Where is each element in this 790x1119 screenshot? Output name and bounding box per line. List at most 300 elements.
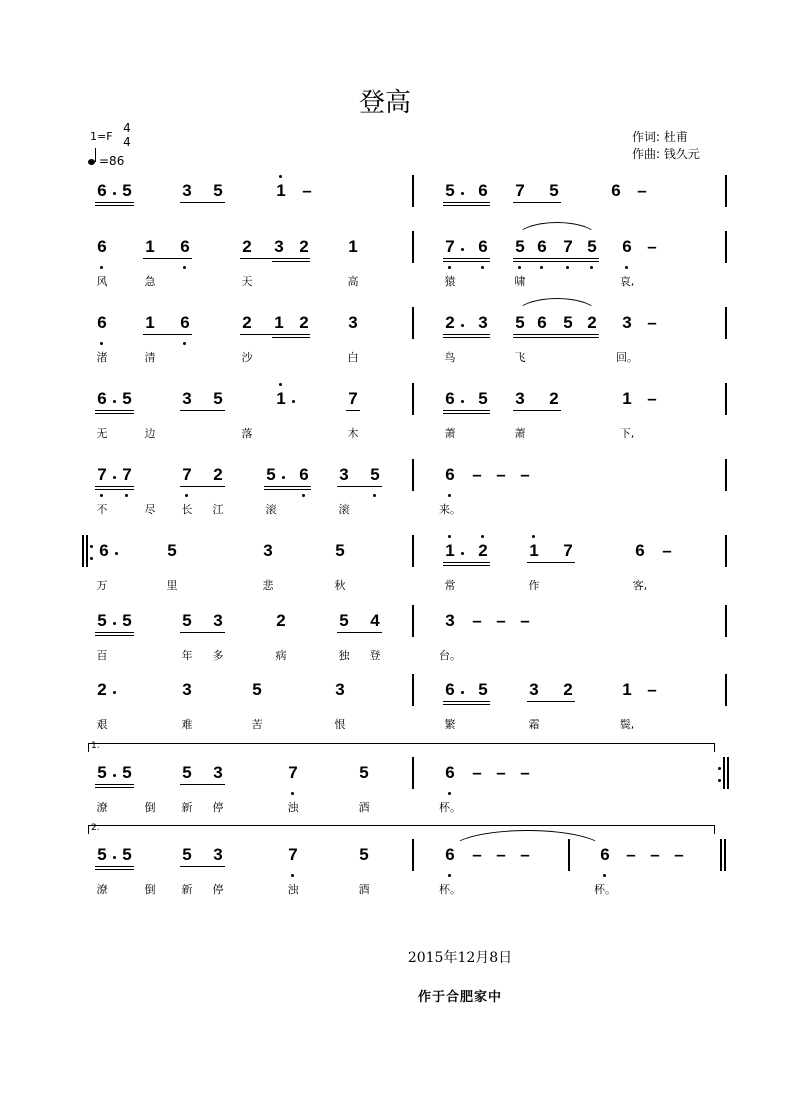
lyric-syllable: 木: [347, 427, 359, 440]
octave-dot: [532, 535, 535, 538]
octave-dot: [279, 175, 282, 178]
note: 2: [276, 611, 286, 630]
note: 6: [635, 541, 645, 560]
dash: –: [647, 680, 657, 699]
barline: [412, 459, 414, 491]
underline: [95, 784, 134, 785]
note: 6: [299, 465, 309, 484]
note: 5: [97, 763, 107, 782]
note: 3: [445, 611, 455, 630]
lyric-syllable: 艰: [96, 718, 108, 731]
lyric-syllable: 万: [96, 579, 108, 592]
note: 1: [348, 237, 358, 256]
note: 2: [299, 237, 309, 256]
lyric-syllable: 尽: [144, 503, 156, 516]
lyric-syllable: 独: [338, 649, 350, 662]
octave-dot: [540, 266, 543, 269]
note: 7: [563, 237, 573, 256]
repeat-dot: [718, 767, 721, 770]
lyric-syllable: 常: [444, 579, 456, 592]
underline: [143, 258, 192, 259]
note: 6: [445, 680, 455, 699]
dash: –: [496, 465, 506, 484]
note: 7: [288, 845, 298, 864]
note: 3: [478, 313, 488, 332]
underline: [513, 410, 561, 411]
barline: [412, 674, 414, 706]
note: 3: [622, 313, 632, 332]
lyric-syllable: 倒: [144, 883, 156, 896]
note: 7: [348, 389, 358, 408]
note: 3: [274, 237, 284, 256]
underline: [337, 486, 382, 487]
note: 1: [445, 541, 455, 560]
underline: [443, 562, 490, 563]
lyric-syllable: 秋: [334, 579, 346, 592]
lyric-syllable: 天: [241, 275, 253, 288]
lyric-syllable: 悲: [262, 579, 274, 592]
underline: [264, 486, 311, 487]
dash: –: [496, 763, 506, 782]
barline: [725, 307, 727, 339]
octave-dot: [448, 535, 451, 538]
lyric-syllable: 浊: [287, 883, 299, 896]
dash: –: [647, 389, 657, 408]
note: 3: [182, 181, 192, 200]
underline: [272, 334, 310, 335]
barline: [568, 839, 570, 871]
octave-dot: [291, 792, 294, 795]
dash: –: [662, 541, 672, 560]
lyric-syllable: 难: [181, 718, 193, 731]
note: 5: [478, 680, 488, 699]
lyric-syllable: 客,: [632, 579, 648, 592]
underline: [443, 261, 490, 262]
lyric-syllable: 下,: [619, 427, 635, 440]
octave-dot: [185, 494, 188, 497]
note: 5: [515, 313, 525, 332]
note: 2: [242, 237, 252, 256]
augmentation-dot: [461, 691, 464, 694]
lyric-syllable: 新: [181, 883, 193, 896]
note: 3: [515, 389, 525, 408]
underline: [180, 632, 225, 633]
octave-dot: [448, 494, 451, 497]
note: 2: [97, 680, 107, 699]
lyric-syllable: 萧: [514, 427, 526, 440]
note: 5: [266, 465, 276, 484]
barline: [412, 839, 414, 871]
barline: [725, 535, 727, 567]
barline: [412, 757, 414, 789]
note: 3: [529, 680, 539, 699]
note: 1: [622, 680, 632, 699]
lyric-syllable: 恨: [334, 718, 346, 731]
dash: –: [647, 237, 657, 256]
note: 6: [445, 845, 455, 864]
note: 3: [182, 680, 192, 699]
lyric-syllable: 停: [212, 801, 224, 814]
lyric-syllable: 沙: [241, 351, 253, 364]
dash: –: [520, 465, 530, 484]
underline: [95, 635, 134, 636]
note: 5: [122, 763, 132, 782]
note: 5: [549, 181, 559, 200]
octave-dot: [448, 792, 451, 795]
lyric-syllable: 倒: [144, 801, 156, 814]
lyric-syllable: 落: [241, 427, 253, 440]
lyric-syllable: 不: [96, 503, 108, 516]
lyric-syllable: 白: [347, 351, 359, 364]
barline: [412, 175, 414, 207]
lyric-syllable: 停: [212, 883, 224, 896]
barline: [720, 839, 722, 871]
dash: –: [496, 845, 506, 864]
note: 3: [263, 541, 273, 560]
note: 2: [587, 313, 597, 332]
note: 5: [97, 845, 107, 864]
note: 5: [122, 181, 132, 200]
composition-date: 2015年12月8日: [407, 950, 513, 966]
dash: –: [472, 465, 482, 484]
octave-dot: [183, 342, 186, 345]
lyric-syllable: 酒: [358, 801, 370, 814]
dash: –: [472, 611, 482, 630]
underline: [272, 337, 310, 338]
augmentation-dot: [461, 552, 464, 555]
lyric-syllable: 里: [166, 579, 178, 592]
lyric-syllable: 多: [212, 649, 224, 662]
barline: [725, 674, 727, 706]
augmentation-dot: [113, 400, 116, 403]
underline: [95, 410, 134, 411]
key-signature: 1=F: [90, 130, 113, 143]
tempo-value: =86: [99, 154, 125, 168]
underline: [95, 869, 134, 870]
underline: [264, 489, 311, 490]
barline: [725, 605, 727, 637]
octave-dot: [279, 383, 282, 386]
lyric-syllable: 滚: [265, 503, 277, 516]
octave-dot: [481, 535, 484, 538]
tie-slur: [515, 298, 599, 315]
underline: [95, 205, 134, 206]
underline: [527, 701, 575, 702]
note: 1: [145, 237, 155, 256]
lyric-syllable: 杯。: [439, 801, 461, 814]
note: 6: [97, 181, 107, 200]
note: 5: [339, 611, 349, 630]
dash: –: [647, 313, 657, 332]
underline: [95, 866, 134, 867]
barline: [412, 383, 414, 415]
lyric-syllable: 台。: [439, 649, 461, 662]
note: 5: [563, 313, 573, 332]
underline: [95, 489, 134, 490]
note: 5: [445, 181, 455, 200]
barline: [725, 175, 727, 207]
lyric-syllable: 飞: [514, 351, 526, 364]
octave-dot: [183, 266, 186, 269]
underline: [513, 258, 599, 259]
tempo-marking: [88, 154, 124, 168]
lyric-syllable: 浊: [287, 801, 299, 814]
augmentation-dot: [113, 476, 116, 479]
note: 5: [515, 237, 525, 256]
dash: –: [472, 763, 482, 782]
underline: [443, 413, 490, 414]
barline: [725, 459, 727, 491]
octave-dot: [100, 494, 103, 497]
lyric-syllable: 登: [369, 649, 381, 662]
note: 5: [359, 845, 369, 864]
barline: [82, 535, 84, 567]
note: 6: [600, 845, 610, 864]
augmentation-dot: [113, 192, 116, 195]
octave-dot: [448, 874, 451, 877]
quarter-note-icon: [88, 159, 95, 165]
octave-dot: [100, 266, 103, 269]
lyricist-credit: 作词: 杜甫: [632, 130, 688, 144]
barline: [86, 535, 88, 567]
note: 7: [97, 465, 107, 484]
octave-dot: [302, 494, 305, 497]
first-ending-label: 1.: [91, 741, 100, 751]
barline: [412, 231, 414, 263]
underline: [513, 261, 599, 262]
lyric-syllable: 回。: [616, 351, 638, 364]
octave-dot: [125, 494, 128, 497]
lyric-syllable: 啸: [514, 275, 526, 288]
augmentation-dot: [113, 856, 116, 859]
augmentation-dot: [282, 476, 285, 479]
underline: [443, 410, 490, 411]
note: 7: [515, 181, 525, 200]
note: 5: [122, 845, 132, 864]
note: 3: [348, 313, 358, 332]
dash: –: [496, 611, 506, 630]
lyric-syllable: 长: [181, 503, 193, 516]
underline: [443, 337, 490, 338]
underline: [180, 784, 225, 785]
second-ending-bracket: [88, 825, 715, 834]
dash: –: [674, 845, 684, 864]
note: 5: [370, 465, 380, 484]
note: 5: [587, 237, 597, 256]
note: 5: [182, 763, 192, 782]
underline: [443, 565, 490, 566]
time-signature-bottom: 4: [123, 135, 131, 149]
note: 6: [97, 237, 107, 256]
dash: –: [302, 181, 312, 200]
note: 7: [563, 541, 573, 560]
note: 4: [370, 611, 380, 630]
barline: [412, 535, 414, 567]
underline: [346, 410, 360, 411]
lyric-syllable: 繁: [444, 718, 456, 731]
underline: [513, 337, 599, 338]
note: 5: [122, 389, 132, 408]
note: 1: [622, 389, 632, 408]
song-title: 登高: [358, 88, 411, 118]
note: 2: [563, 680, 573, 699]
lyric-syllable: 萧: [444, 427, 456, 440]
note: 3: [213, 611, 223, 630]
note: 6: [99, 541, 109, 560]
note: 5: [478, 389, 488, 408]
note: 2: [299, 313, 309, 332]
lyric-syllable: 新: [181, 801, 193, 814]
underline: [95, 486, 134, 487]
barline: [725, 231, 727, 263]
underline: [95, 632, 134, 633]
lyric-syllable: 急: [144, 275, 156, 288]
note: 5: [97, 611, 107, 630]
underline: [180, 410, 225, 411]
note: 5: [167, 541, 177, 560]
note: 2: [213, 465, 223, 484]
underline: [443, 334, 490, 335]
composition-place: 作于合肥家中: [417, 990, 502, 1005]
lyric-syllable: 鸟: [444, 351, 456, 364]
lyric-syllable: 病: [275, 649, 287, 662]
note: 6: [97, 313, 107, 332]
note: 6: [180, 237, 190, 256]
dash: –: [626, 845, 636, 864]
note: 1: [274, 313, 284, 332]
lyric-syllable: 风: [96, 275, 108, 288]
note: 5: [213, 389, 223, 408]
augmentation-dot: [461, 400, 464, 403]
lyric-syllable: 潦: [96, 883, 108, 896]
note: 1: [529, 541, 539, 560]
note: 6: [445, 763, 455, 782]
augmentation-dot: [113, 774, 116, 777]
lyric-syllable: 来。: [439, 503, 461, 516]
lyric-syllable: 高: [347, 275, 359, 288]
note: 1: [276, 181, 286, 200]
note: 6: [445, 465, 455, 484]
note: 3: [339, 465, 349, 484]
octave-dot: [448, 266, 451, 269]
note: 6: [97, 389, 107, 408]
augmentation-dot: [113, 691, 116, 694]
underline: [443, 258, 490, 259]
repeat-dot: [718, 779, 721, 782]
lyric-syllable: 酒: [358, 883, 370, 896]
note: 6: [478, 237, 488, 256]
tie-slur: [515, 222, 599, 239]
lyric-syllable: 潦: [96, 801, 108, 814]
lyric-syllable: 作: [528, 579, 540, 592]
first-ending-bracket: [88, 743, 715, 752]
composer-credit: 作曲: 钱久元: [632, 147, 700, 161]
underline: [95, 787, 134, 788]
note: 6: [478, 181, 488, 200]
underline: [443, 205, 490, 206]
octave-dot: [625, 266, 628, 269]
note: 7: [445, 237, 455, 256]
note: 2: [549, 389, 559, 408]
underline: [180, 202, 225, 203]
note: 3: [213, 845, 223, 864]
augmentation-dot: [113, 622, 116, 625]
note: 1: [145, 313, 155, 332]
note: 6: [537, 237, 547, 256]
underline: [443, 704, 490, 705]
lyric-syllable: 霜: [528, 718, 540, 731]
lyric-syllable: 边: [144, 427, 156, 440]
lyric-syllable: 猿: [444, 275, 456, 288]
note: 5: [252, 680, 262, 699]
repeat-dot: [90, 557, 93, 560]
octave-dot: [603, 874, 606, 877]
repeat-dot: [90, 545, 93, 548]
underline: [180, 866, 225, 867]
augmentation-dot: [461, 324, 464, 327]
note: 2: [445, 313, 455, 332]
note: 7: [288, 763, 298, 782]
note: 2: [478, 541, 488, 560]
lyric-syllable: 苦: [251, 718, 263, 731]
note: 6: [180, 313, 190, 332]
underline: [95, 413, 134, 414]
dash: –: [520, 763, 530, 782]
underline: [513, 334, 599, 335]
time-signature: [121, 121, 133, 149]
note: 1: [276, 389, 286, 408]
lyric-syllable: 滚: [338, 503, 350, 516]
octave-dot: [590, 266, 593, 269]
note: 6: [611, 181, 621, 200]
note: 5: [335, 541, 345, 560]
note: 2: [242, 313, 252, 332]
dash: –: [520, 845, 530, 864]
barline: [725, 383, 727, 415]
augmentation-dot: [461, 192, 464, 195]
note: 5: [359, 763, 369, 782]
augmentation-dot: [292, 400, 295, 403]
octave-dot: [566, 266, 569, 269]
barline: [727, 757, 729, 789]
note: 3: [182, 389, 192, 408]
dash: –: [637, 181, 647, 200]
dash: –: [520, 611, 530, 630]
underline: [443, 701, 490, 702]
lyric-syllable: 杯。: [439, 883, 461, 896]
underline: [527, 562, 575, 563]
octave-dot: [291, 874, 294, 877]
lyric-syllable: 哀,: [619, 275, 635, 288]
octave-dot: [481, 266, 484, 269]
augmentation-dot: [115, 552, 118, 555]
note: 6: [622, 237, 632, 256]
underline: [272, 261, 310, 262]
lyric-syllable: 百: [96, 649, 108, 662]
barline: [724, 839, 726, 871]
lyric-syllable: 渚: [96, 351, 108, 364]
note: 6: [537, 313, 547, 332]
second-ending-label: 2.: [91, 823, 100, 833]
barline: [412, 307, 414, 339]
barline: [412, 605, 414, 637]
octave-dot: [373, 494, 376, 497]
note: 5: [122, 611, 132, 630]
barline: [723, 757, 725, 789]
lyric-syllable: 鬓,: [619, 718, 635, 731]
note: 7: [122, 465, 132, 484]
dash: –: [472, 845, 482, 864]
